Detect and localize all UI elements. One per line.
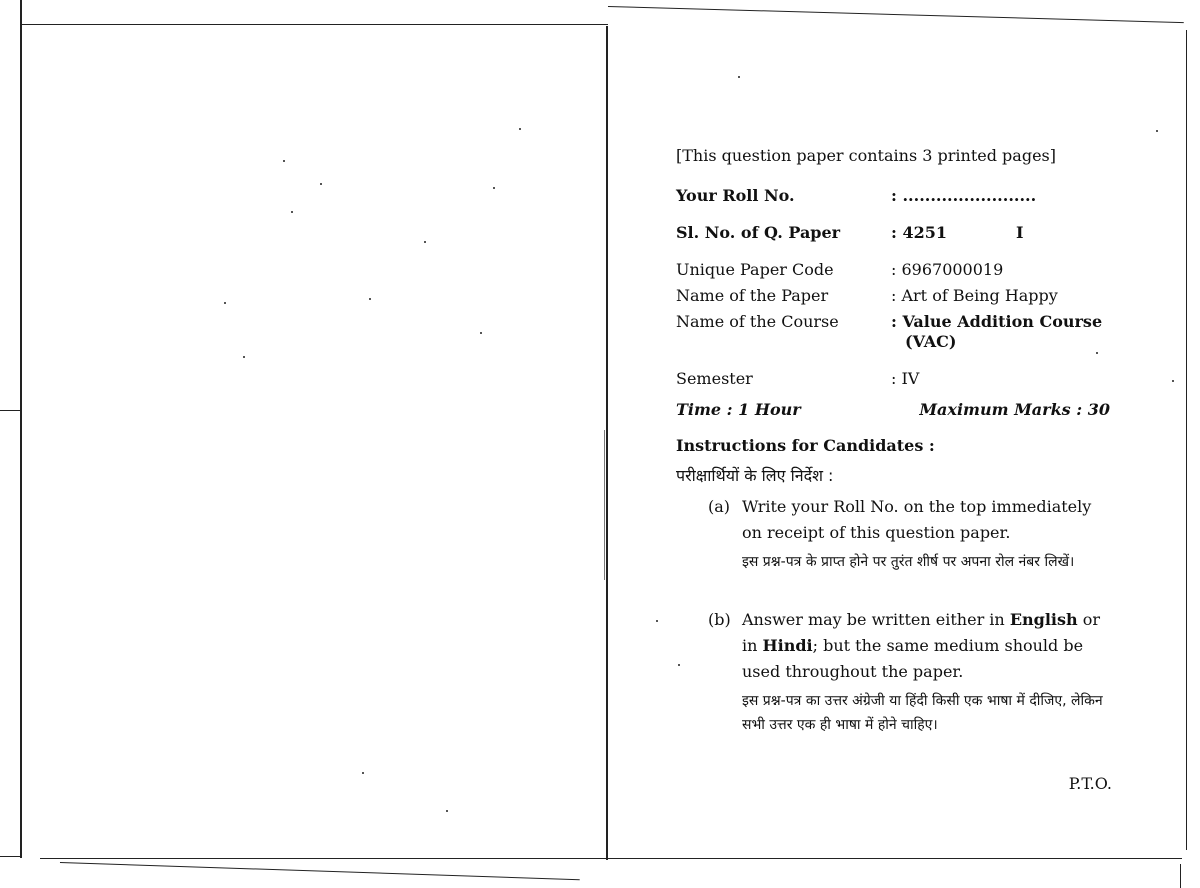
language-hindi: Hindi [762, 636, 813, 655]
scan-speck [291, 211, 293, 213]
fold-shadow [604, 430, 605, 580]
scan-edge-left-tick [0, 410, 22, 411]
scan-speck [369, 298, 371, 300]
paper-name-label: Name of the Paper [676, 286, 829, 305]
scan-speck [446, 810, 448, 812]
scan-speck [224, 302, 226, 304]
instruction-text-part: or in [742, 610, 1100, 655]
scan-speck [738, 76, 740, 78]
course-name-value-cont: (VAC) [905, 332, 957, 351]
scan-speck [656, 620, 658, 622]
scan-edge-bottom [40, 858, 1182, 859]
instructions-heading: Instructions for Candidates : [676, 436, 935, 455]
scan-edge-bottom-2 [60, 862, 580, 880]
instruction-marker: (a) [708, 497, 731, 516]
scan-speck [424, 241, 426, 243]
scan-edge-top [22, 24, 608, 25]
instruction-marker: (b) [708, 610, 731, 629]
unique-paper-code-value: : 6967000019 [891, 260, 1004, 279]
fold-line [606, 26, 608, 860]
scan-speck [320, 183, 322, 185]
scan-speck [1172, 380, 1174, 382]
scan-speck [480, 332, 482, 334]
page-count-note: [This question paper contains 3 printed pages] [676, 146, 1056, 165]
instruction-text-hindi: इस प्रश्न-पत्र के प्राप्त होने पर तुरंत शीर्ष पर अपना रोल नंबर लिखें। [742, 554, 1075, 570]
semester-label: Semester [676, 369, 753, 388]
instruction-text: Write your Roll No. on the top immediately on receipt of this question paper. [742, 497, 1092, 542]
please-turn-over: P.T.O. [1068, 774, 1112, 793]
serial-set-mark: I [1016, 223, 1024, 242]
time-label: Time : 1 Hour [676, 400, 801, 419]
course-name-row [676, 312, 1116, 356]
instruction-text-part: Answer may be written either in [742, 610, 1010, 629]
course-name-value: : Value Addition Course [891, 312, 1103, 331]
scan-speck [243, 356, 245, 358]
instructions-heading-hindi: परीक्षार्थियों के लिए निर्देश : [676, 466, 834, 485]
language-english: English [1009, 610, 1078, 629]
scan-edge-right-bottom [1180, 864, 1181, 888]
scan-speck [362, 772, 364, 774]
scan-edge-left-tick-2 [0, 856, 22, 857]
course-name-label: Name of the Course [676, 312, 839, 331]
instruction-text-hindi: इस प्रश्न-पत्र का उत्तर अंग्रेजी या हिंदी किसी एक भाषा में दीजिए, लेकिन सभी उत्तर एक ही भाषा में होने चाहिए। [742, 693, 1103, 733]
scan-speck [678, 664, 680, 666]
paper-name-value: : Art of Being Happy [891, 286, 1058, 305]
scan-edge-right [1186, 30, 1187, 850]
instruction-text [742, 607, 1114, 685]
serial-no-label: Sl. No. of Q. Paper [676, 223, 841, 242]
scan-speck [519, 128, 521, 130]
scan-edge-left [20, 0, 22, 858]
scan-speck [1156, 130, 1158, 132]
scan-edge-top-right [608, 6, 1184, 23]
scan-speck [283, 160, 285, 162]
serial-no-value: : 4251 [891, 223, 948, 242]
roll-no-value: : ........................ [891, 186, 1037, 205]
unique-paper-code-label: Unique Paper Code [676, 260, 834, 279]
roll-no-label: Your Roll No. [676, 186, 795, 205]
scan-speck [493, 187, 495, 189]
max-marks-label: Maximum Marks : 30 [919, 400, 1110, 419]
instruction-text-part: ; but the same medium should be used throughout the paper. [742, 636, 1084, 681]
semester-value: : IV [891, 369, 920, 388]
